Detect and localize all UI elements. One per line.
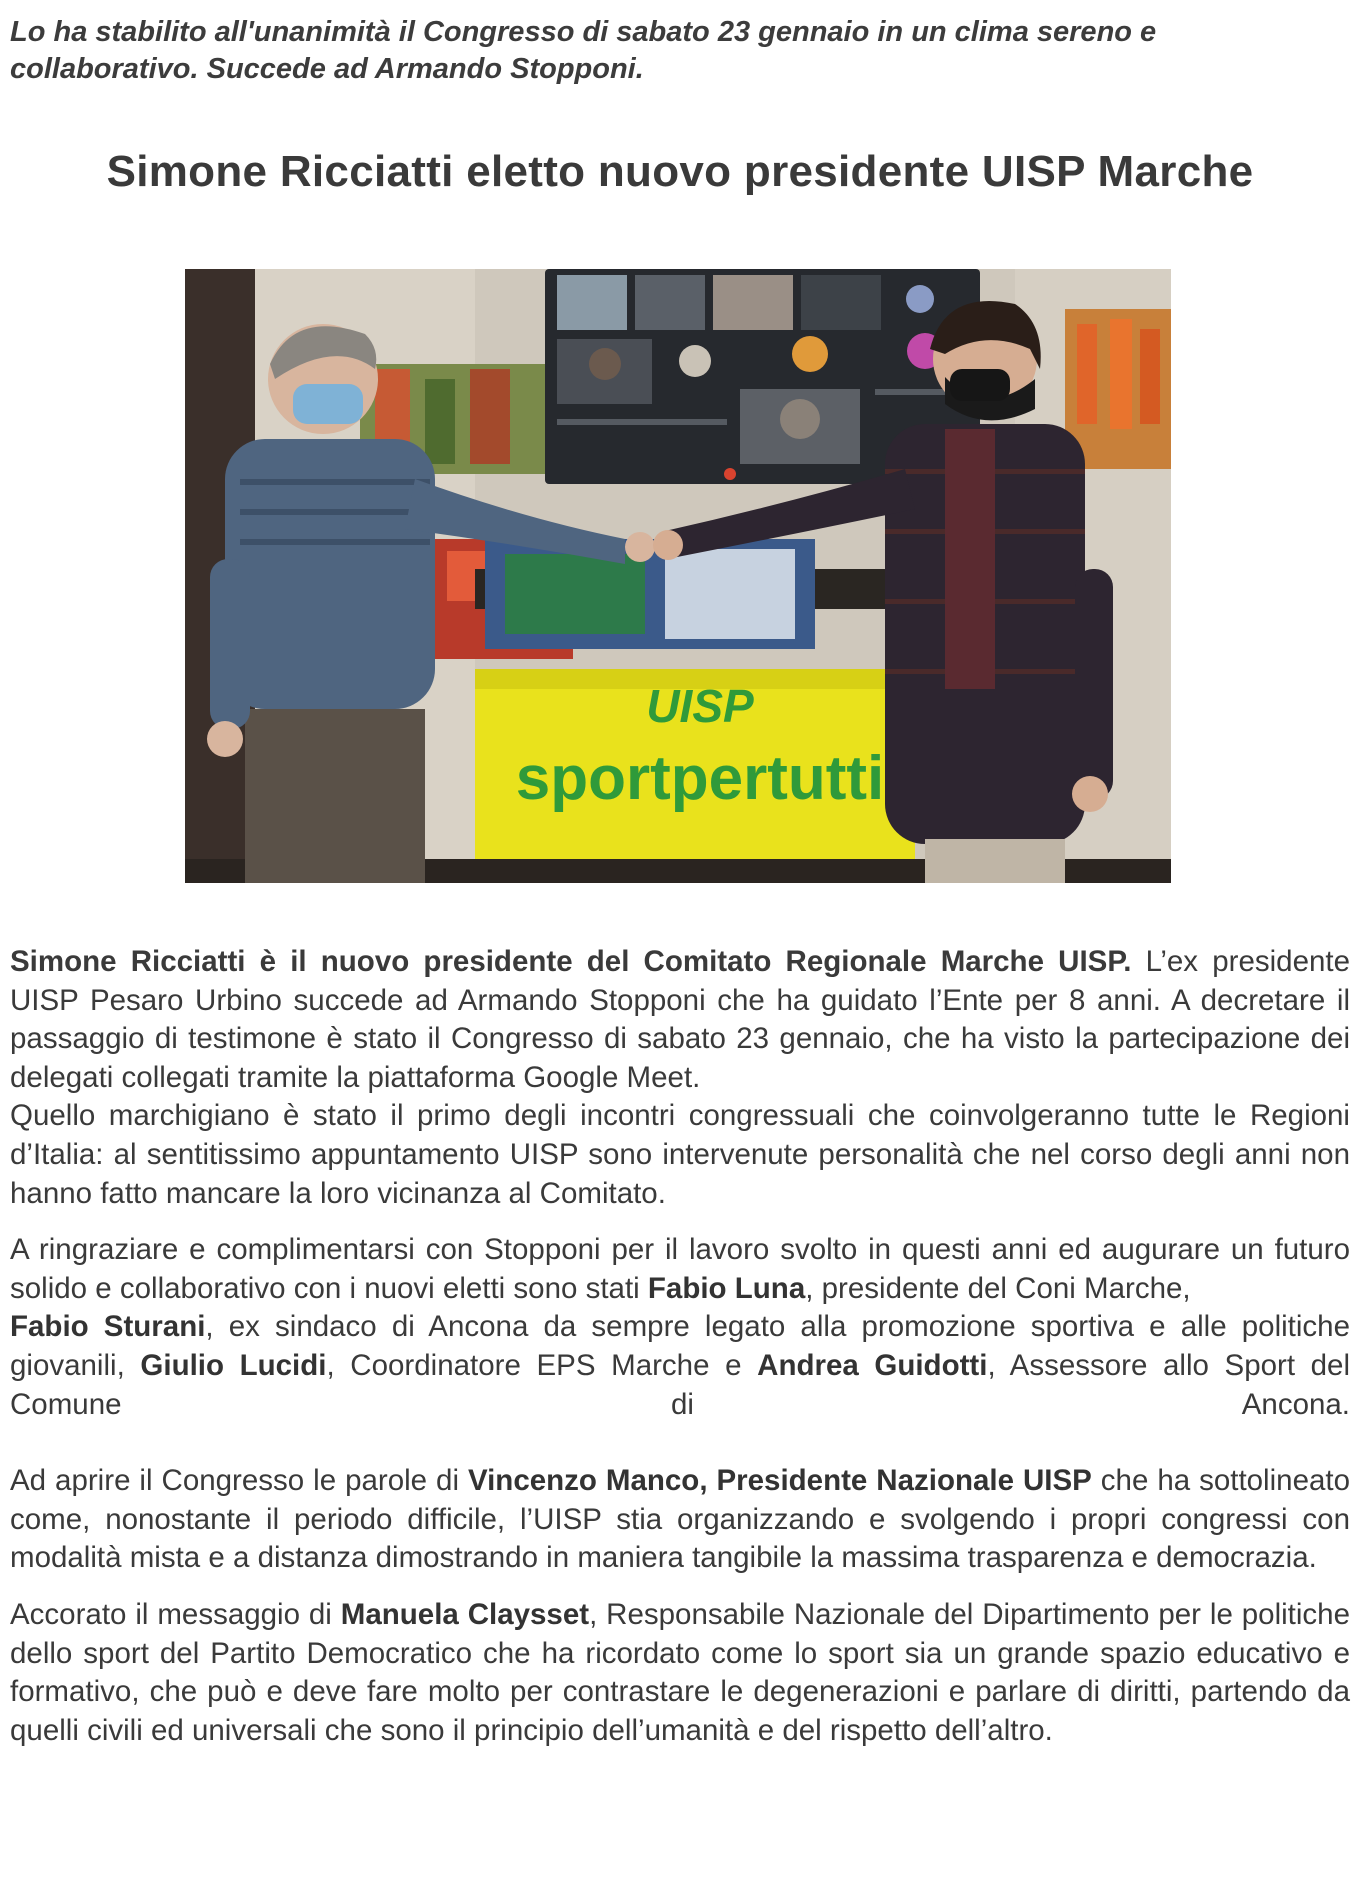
paragraph-1 bbox=[10, 943, 1350, 1097]
person-giulio-lucidi: Giulio Lucidi bbox=[140, 1348, 327, 1382]
paragraph-5 bbox=[10, 1462, 1350, 1578]
person-vincenzo-manco: Vincenzo Manco, Presidente Nazionale UISP bbox=[467, 1464, 1092, 1498]
paragraph-6 bbox=[10, 1596, 1350, 1750]
article-photo bbox=[185, 269, 1171, 883]
person-fabio-luna: Fabio Luna bbox=[647, 1271, 806, 1305]
paragraph-3-text-2: , presidente del Coni Marche, bbox=[805, 1271, 1191, 1305]
banner-uisp-text: UISP bbox=[646, 680, 754, 732]
paragraph-4-text-2: , Coordinatore EPS Marche e bbox=[326, 1348, 758, 1382]
paragraph-3-text-1: A ringraziare e complimentarsi con Stopponi per il lavoro svolto in questi anni ed augurare un futuro solido e collaborativo con i nuovi eletti sono stati bbox=[10, 1233, 1350, 1305]
person-manuela-claysset: Manuela Claysset bbox=[340, 1597, 590, 1631]
person-andrea-guidotti: Andrea Guidotti bbox=[757, 1348, 988, 1382]
paragraph-1-text: L’ex presidente UISP Pesaro Urbino succede ad Armando Stopponi che ha guidato l’Ente per 8 anni. A decretare il passaggio di testimone è stato il Congresso di sabato 23 gennaio, che ha visto la partecipazione dei delegati collegati tramite la piattaforma Google Meet. bbox=[10, 945, 1350, 1094]
paragraph-1-lead: Simone Ricciatti è il nuovo presidente del Comitato Regionale Marche UISP. bbox=[10, 945, 1132, 978]
paragraph-2: Quello marchigiano è stato il primo degli incontri congressuali che coinvolgeranno tutte le Regioni d’Italia: al sentitissimo appuntamento UISP sono intervenute personalità che nel corso degli anni non hanno fatto mancare la loro vicinanza al Comitato. bbox=[10, 1099, 1350, 1210]
paragraph-4-text-3: , Assessore allo Sport del Comune di Ancona. bbox=[10, 1348, 1351, 1421]
paragraph-6-text-1: Accorato il messaggio di bbox=[10, 1597, 341, 1631]
paragraph-3 bbox=[10, 1231, 1350, 1308]
paragraph-4 bbox=[10, 1308, 1350, 1424]
article bbox=[10, 14, 1350, 1750]
banner-sportpertutti-text: sportpertutti bbox=[515, 744, 885, 813]
person-fabio-sturani: Fabio Sturani bbox=[10, 1310, 206, 1344]
photo-illustration bbox=[185, 269, 1171, 883]
paragraph-5-text-1: Ad aprire il Congresso le parole di bbox=[10, 1464, 468, 1498]
article-headline: Simone Ricciatti eletto nuovo presidente UISP Marche bbox=[106, 147, 1254, 196]
paragraph-5-text-2: che ha sottolineato come, nonostante il periodo difficile, l’UISP stia organizzando e svolgendo i propri congressi con modalità mista e a distanza dimostrando in maniera tangibile la massima trasparenza e democrazia. bbox=[10, 1464, 1350, 1575]
paragraph-6-text-2: , Responsabile Nazionale del Dipartimento per le politiche dello sport del Partito Democratico che ha ricordato come lo sport sia un grande spazio educativo e formativo, che può e deve fare molto per contrastare le degenerazioni e parlare di diritti, partendo da quelli civili ed universali che sono il principio dell’umanità e del rispetto dell’altro. bbox=[10, 1597, 1350, 1747]
article-subtitle: Lo ha stabilito all'unanimità il Congresso di sabato 23 gennaio in un clima sereno e collaborativo. Succede ad Armando Stopponi. bbox=[10, 16, 1157, 85]
paragraph-4-text-1: , ex sindaco di Ancona da sempre legato alla promozione sportiva e alle politiche giovanili, bbox=[10, 1310, 1350, 1382]
